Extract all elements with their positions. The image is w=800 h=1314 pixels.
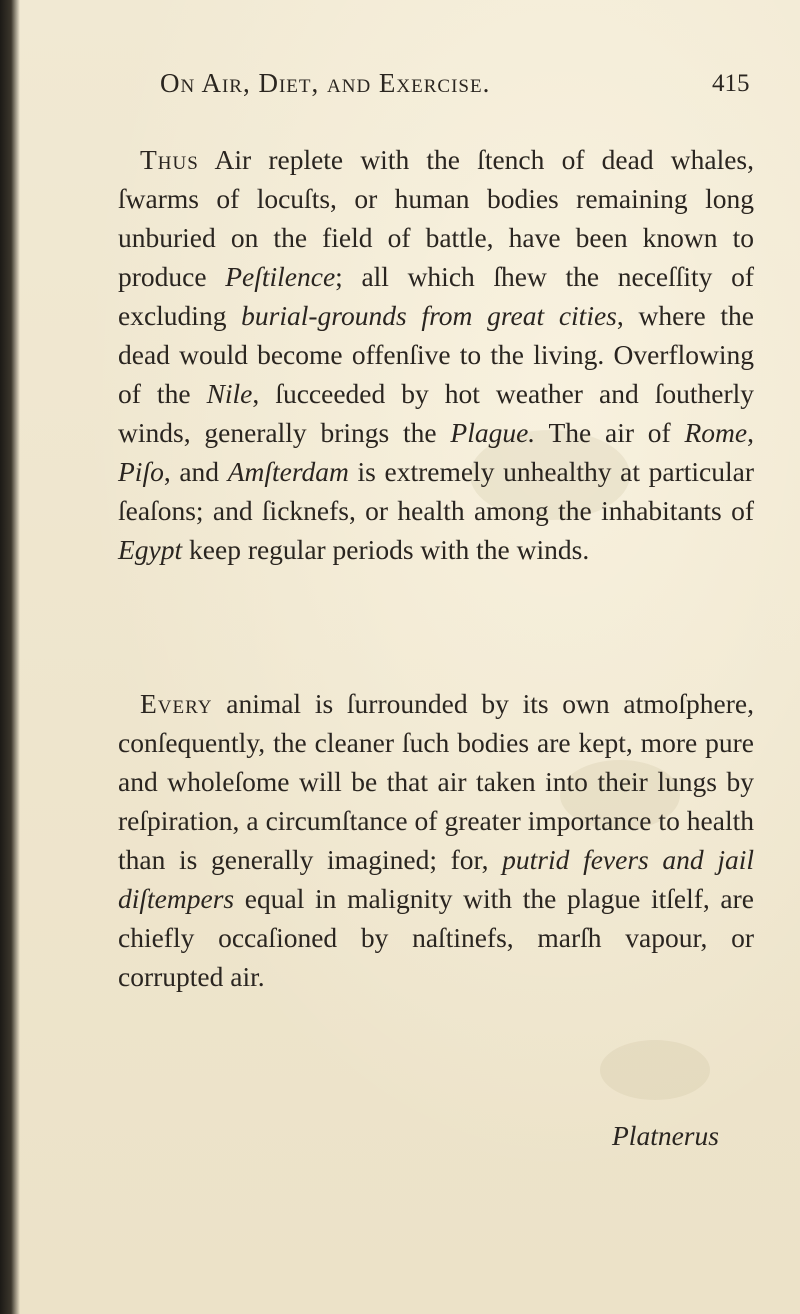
paragraph-air-pestilence xyxy=(118,140,754,569)
text-run: ; all which ſhew the neceſſity of excluding xyxy=(118,260,754,331)
text-run: Air replete with the ſtench of dead whales, ſwarms of locuſts, or human bodies remaining long unburied on the field of battle, have been known to produce xyxy=(118,143,754,292)
catchword: Platnerus xyxy=(612,1120,719,1151)
italic-run: Egypt xyxy=(118,533,183,565)
book-binding-shadow xyxy=(0,0,20,1314)
text-run: The air of xyxy=(535,416,685,448)
page-number: 415 xyxy=(712,70,750,97)
text-run: , ſucceeded by hot weather and ſoutherly winds, generally brings the xyxy=(118,377,754,448)
text-run: animal is ſurrounded by its own atmoſphere, conſequently, the cleaner ſuch bodies are kept, more pure and wholeſome will be that air taken into their lungs by reſpiration, a circumſtance of greater importance to health than is generally imagined; for, xyxy=(118,687,754,875)
text-run: , and xyxy=(163,455,228,487)
italic-run: Piſo xyxy=(118,455,164,487)
italic-run: Plague. xyxy=(450,416,536,448)
italic-run: Rome xyxy=(684,416,748,448)
paragraph-lead-word: Every xyxy=(140,687,213,719)
italic-run: Nile xyxy=(206,377,253,409)
text-run: , xyxy=(747,416,754,448)
text-run: keep regular periods with the winds. xyxy=(182,533,590,565)
paragraph-animal-atmosphere xyxy=(118,684,754,996)
running-title: On Air, Diet, and Exercise. xyxy=(160,68,491,98)
text-run: , where the dead would become offenſive to the living. Overflowing of the xyxy=(118,299,754,409)
text-run: is extremely unhealthy at particular ſeaſons; and ſicknefs, or health among the inhabitants of xyxy=(118,455,754,526)
italic-run: Amſterdam xyxy=(227,455,349,487)
italic-run: putrid fevers and jail diſtempers xyxy=(118,843,754,914)
text-run: equal in malignity with the plague itſelf, are chiefly occaſioned by naſtinefs, marſh vapour, or corrupted air. xyxy=(118,882,754,992)
running-header xyxy=(0,68,800,108)
italic-run: burial-grounds from great cities xyxy=(241,299,617,331)
italic-run: Peſtilence xyxy=(225,260,336,292)
paragraph-lead-word: Thus xyxy=(140,143,199,175)
paper-stain xyxy=(600,1040,710,1100)
